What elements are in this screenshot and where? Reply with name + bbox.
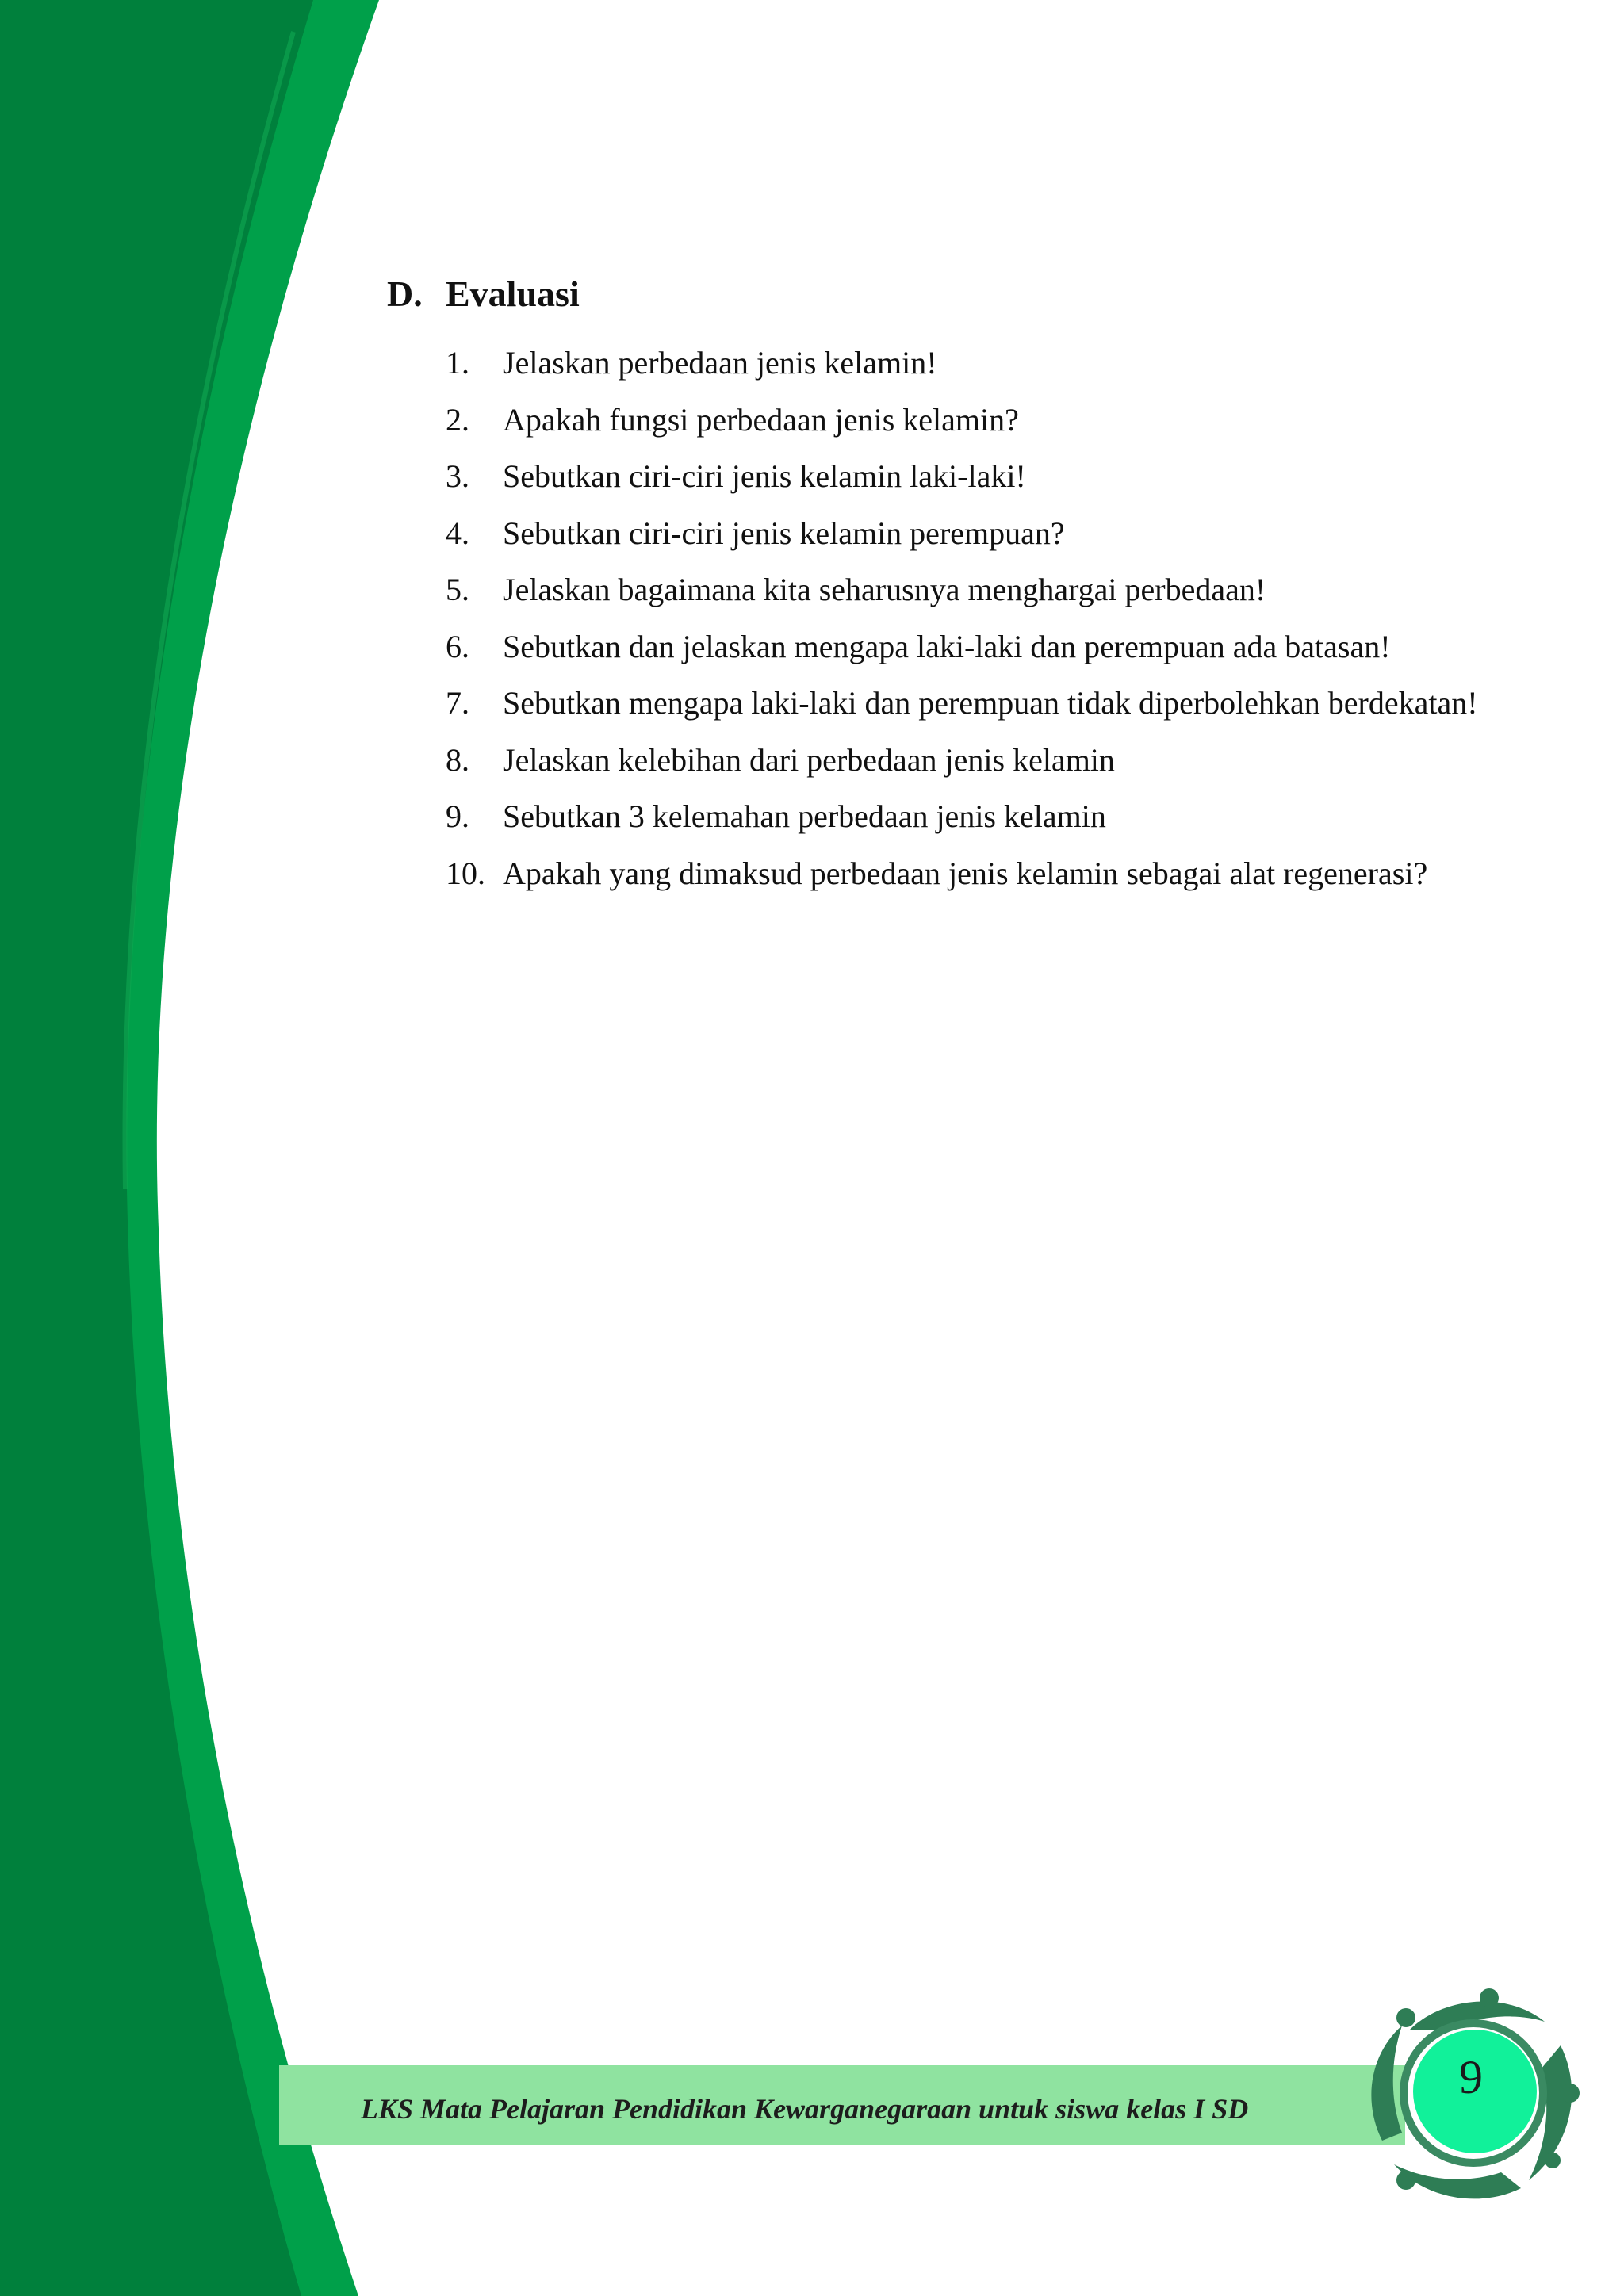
question-number: 8.: [446, 741, 469, 778]
question-item: [446, 618, 1576, 675]
question-item: [446, 675, 1576, 732]
question-text: Sebutkan 3 kelemahan perbedaan jenis kelamin: [503, 798, 1106, 834]
question-text: Jelaskan perbedaan jenis kelamin!: [503, 345, 937, 381]
question-text: Jelaskan kelebihan dari perbedaan jenis kelamin: [503, 741, 1115, 778]
ornament-dot: [1545, 2152, 1561, 2168]
evaluation-section: [387, 268, 1576, 901]
question-item: [446, 335, 1576, 392]
question-number: 5.: [446, 572, 469, 607]
page-number: 9: [1459, 2051, 1483, 2103]
question-text: Apakah yang dimaksud perbedaan jenis kelamin sebagai alat regenerasi?: [503, 855, 1428, 891]
question-number: 7.: [446, 685, 469, 721]
question-item: [446, 392, 1576, 449]
question-number: 10.: [446, 855, 485, 891]
question-item: [446, 732, 1576, 789]
question-text: Apakah fungsi perbedaan jenis kelamin?: [503, 401, 1019, 438]
ornament-dot: [1561, 2084, 1580, 2103]
question-text: Sebutkan mengapa laki-laki dan perempuan tidak diperbolehkan berdekatan!: [503, 685, 1478, 721]
footer-text: LKS Mata Pelajaran Pendidikan Kewarganegaraan untuk siswa kelas I SD: [361, 2093, 1249, 2125]
question-number: 6.: [446, 628, 469, 664]
question-text: Sebutkan ciri-ciri jenis kelamin perempuan?: [503, 515, 1065, 551]
question-number: 9.: [446, 798, 469, 834]
question-number: 1.: [446, 345, 469, 381]
question-text: Jelaskan bagaimana kita seharusnya menghargai perbedaan!: [503, 572, 1266, 607]
question-text: Sebutkan ciri-ciri jenis kelamin laki-laki!: [503, 458, 1026, 494]
ornament-dot: [1480, 1988, 1499, 2007]
question-number: 4.: [446, 515, 469, 551]
section-title: Evaluasi: [446, 274, 580, 314]
section-letter: D.: [387, 274, 423, 314]
question-item: [446, 505, 1576, 562]
question-list: [387, 335, 1576, 901]
ornament-dot: [1396, 2008, 1415, 2027]
swirl-left: [1371, 2026, 1402, 2141]
question-item: [446, 788, 1576, 845]
question-item: [446, 845, 1576, 902]
question-item: [446, 448, 1576, 505]
question-text: Sebutkan dan jelaskan mengapa laki-laki dan perempuan ada batasan!: [503, 628, 1391, 664]
question-item: [446, 561, 1576, 618]
question-number: 2.: [446, 401, 469, 438]
ornament-dot: [1396, 2171, 1415, 2190]
question-number: 3.: [446, 458, 469, 494]
section-heading: [387, 268, 1576, 320]
